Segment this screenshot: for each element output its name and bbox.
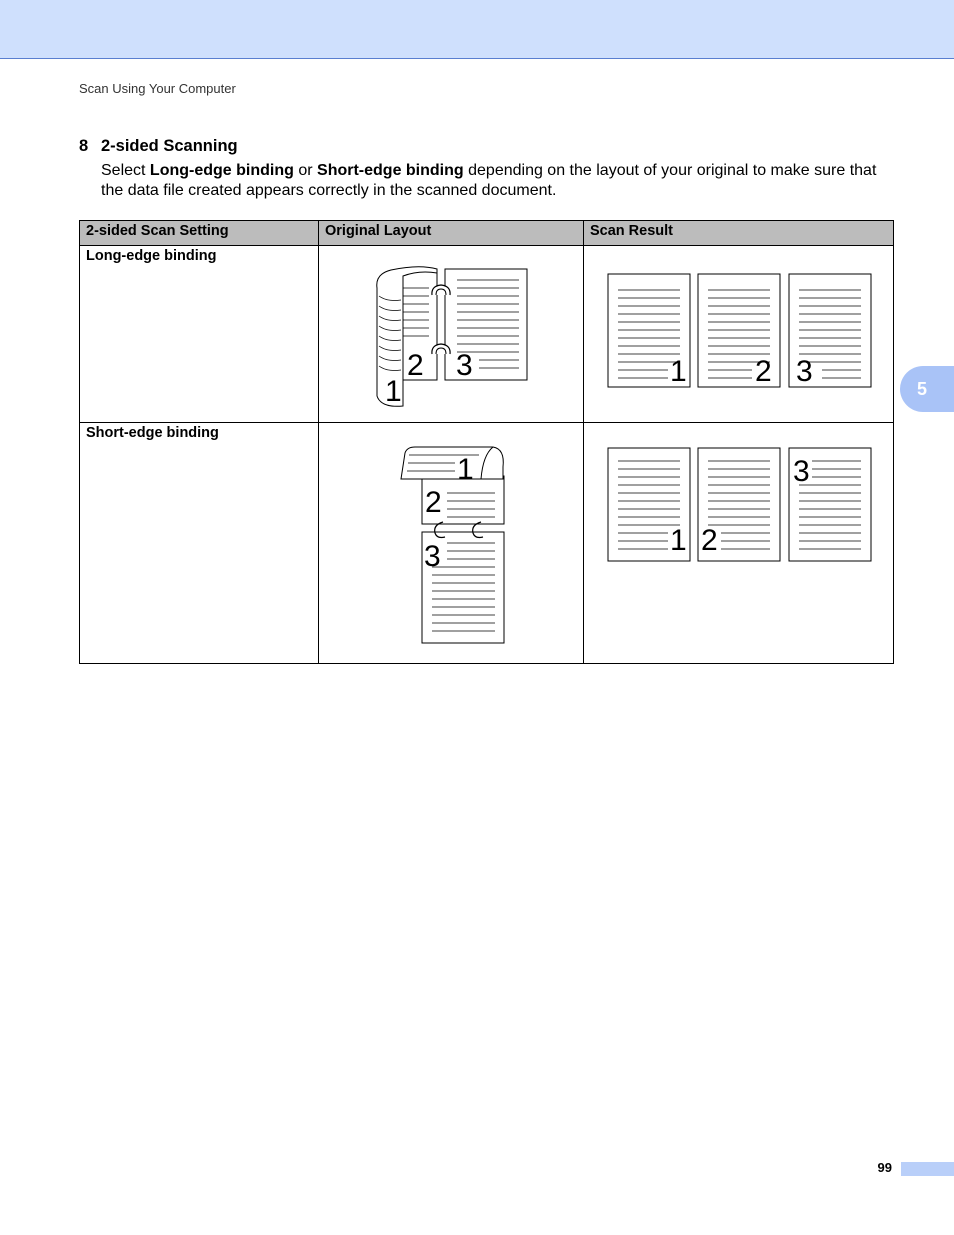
table-header-row	[80, 221, 894, 246]
original-layout-short-edge	[319, 423, 584, 664]
intro-paragraph	[101, 161, 901, 201]
short-edge-original-illustration	[319, 423, 584, 664]
page-footer-strip	[901, 1162, 954, 1176]
result-page-1	[608, 274, 690, 388]
long-edge-result-illustration	[584, 246, 894, 423]
step-heading	[79, 137, 238, 156]
step-number: 8	[79, 137, 89, 155]
page-number: 99	[877, 1160, 892, 1175]
page-number-1: 1	[385, 375, 402, 408]
page-number-2: 2	[407, 349, 424, 382]
header-band	[0, 0, 954, 59]
scan-result-short-edge	[584, 423, 894, 664]
result-page-1	[608, 448, 690, 561]
result-page-3	[789, 274, 871, 388]
page-number-1: 1	[457, 453, 474, 486]
scan-settings-table	[79, 220, 894, 664]
page-number-3: 3	[424, 540, 441, 573]
setting-long-edge: Long-edge binding	[80, 246, 319, 423]
intro-term-long-edge: Long-edge binding	[149, 162, 294, 179]
setting-short-edge: Short-edge binding	[80, 423, 319, 664]
short-edge-result-illustration	[584, 423, 894, 664]
intro-text: Select	[101, 162, 150, 179]
result-number-1: 1	[670, 355, 687, 388]
result-page-2	[698, 274, 780, 388]
page-number-3: 3	[456, 349, 473, 382]
result-number-2: 2	[701, 524, 718, 557]
page-number-2: 2	[425, 486, 442, 519]
result-number-3: 3	[796, 355, 813, 388]
header-original-layout: Original Layout	[319, 221, 584, 246]
intro-text: or	[293, 162, 318, 179]
header-scan-setting: 2-sided Scan Setting	[80, 221, 319, 246]
intro-text: depending on the layout of your original to make sure that the data file created appears correctly in the scanned document.	[101, 162, 877, 199]
intro-term-short-edge: Short-edge binding	[317, 162, 464, 179]
chapter-tab: 5	[900, 366, 954, 412]
scan-result-long-edge	[584, 246, 894, 423]
result-page-3	[789, 448, 871, 561]
long-edge-original-illustration	[319, 246, 584, 423]
header-scan-result: Scan Result	[584, 221, 894, 246]
result-number-1: 1	[670, 524, 687, 557]
step-title: 2-sided Scanning	[101, 137, 238, 155]
table-row	[80, 246, 894, 423]
original-layout-long-edge	[319, 246, 584, 423]
result-number-3: 3	[793, 455, 810, 488]
table-row	[80, 423, 894, 664]
result-number-2: 2	[755, 355, 772, 388]
running-head: Scan Using Your Computer	[79, 81, 236, 96]
result-page-2	[698, 448, 780, 561]
